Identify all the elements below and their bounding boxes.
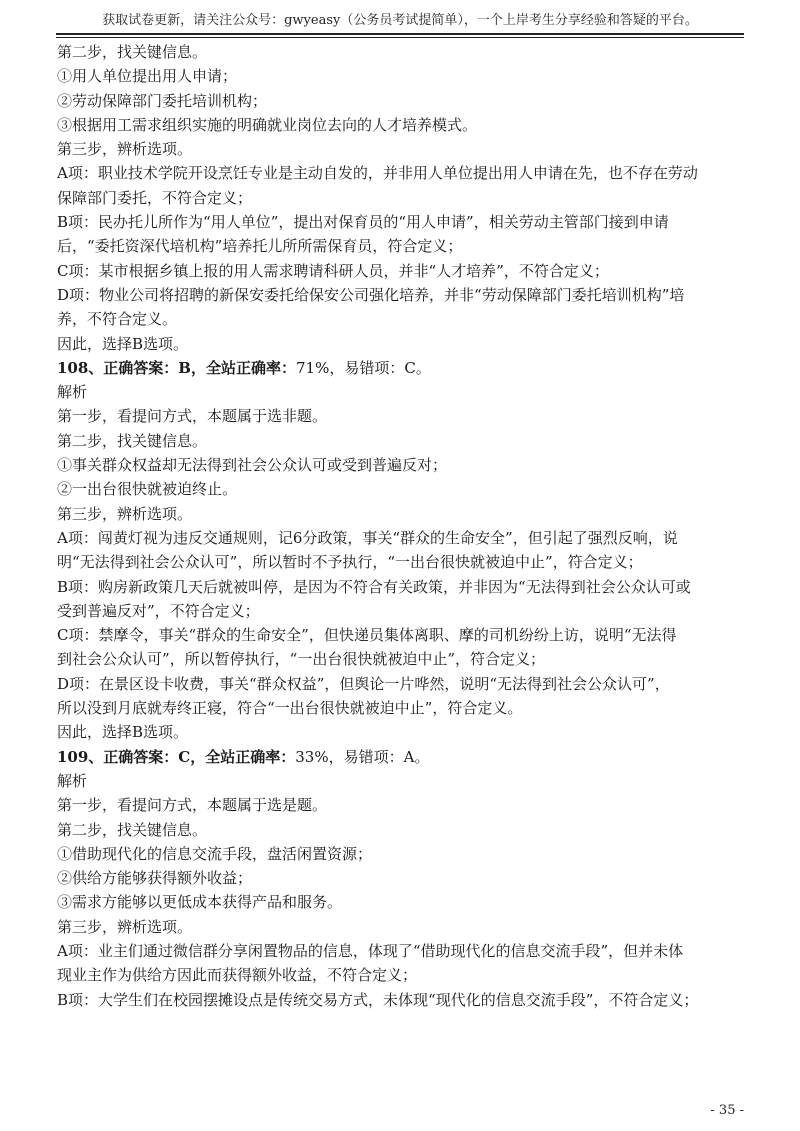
text-line: A项：职业技术学院开设烹饪专业是主动自发的，并非用人单位提出用人申请在先，也不存在劳动 bbox=[57, 164, 698, 183]
text-line: A项：业主们通过微信群分享闲置物品的信息，体现了“借助现代化的信息交流手段”，但并未体 bbox=[57, 941, 684, 960]
answer-heading-label: 108、正确答案：B，全站正确率： bbox=[57, 358, 296, 377]
answer-heading-rest: 71%，易错项：C。 bbox=[296, 358, 431, 377]
document-body bbox=[57, 40, 747, 1012]
text-line: 第二步，找关键信息。 bbox=[57, 43, 208, 61]
text-line: 到社会公众认可”，所以暂停执行，“一出台很快就被迫中止”，符合定义； bbox=[57, 650, 546, 669]
text-line: 明“无法得到社会公众认可”，所以暂时不予执行，“一出台很快就被迫中止”，符合定义； bbox=[57, 553, 643, 572]
text-line: ②供给方能够获得额外收益； bbox=[57, 869, 253, 888]
text-line: 受到普遍反对”，不符合定义； bbox=[57, 601, 260, 620]
text-line: 因此，选择B选项。 bbox=[57, 334, 189, 353]
text-line: ①借助现代化的信息交流手段，盘活闲置资源； bbox=[57, 844, 373, 863]
text-line: 第三步，辨析选项。 bbox=[57, 504, 193, 523]
text-line: 保障部门委托，不符合定义； bbox=[57, 188, 253, 207]
text-line: 现业主作为供给方因此而获得额外收益，不符合定义； bbox=[57, 966, 418, 985]
text-line: B项：购房新政策几天后就被叫停，是因为不符合有关政策，并非因为“无法得到社会公众认可或 bbox=[57, 577, 691, 596]
text-line: ③需求方能够以更低成本获得产品和服务。 bbox=[57, 893, 343, 912]
text-line: D项：在景区设卡收费，事关“群众权益”，但舆论一片哗然，说明“无法得到社会公众认可”， bbox=[57, 674, 670, 693]
text-line: 后，“委托资深代培机构”培养托儿所所需保育员，符合定义； bbox=[57, 237, 463, 256]
text-line: C项：某市根据乡镇上报的用人需求聘请科研人员，并非“人才培养”，不符合定义； bbox=[57, 261, 609, 280]
text-line: 解析 bbox=[57, 771, 88, 790]
text-line: B项：民办托儿所作为“用人单位”，提出对保育员的“用人申请”，相关劳动主管部门接到申请 bbox=[57, 213, 669, 232]
header-rule-thin bbox=[56, 37, 744, 38]
text-line: ①事关群众权益却无法得到社会公众认可或受到普遍反对； bbox=[57, 456, 448, 475]
answer-heading-109 bbox=[57, 745, 747, 769]
text-line: ②一出台很快就被迫终止。 bbox=[57, 480, 238, 499]
text-line: ③根据用工需求组织实施的明确就业岗位去向的人才培养模式。 bbox=[57, 115, 478, 134]
page-number: - 35 - bbox=[710, 1103, 744, 1118]
text-line: ②劳动保障部门委托培训机构； bbox=[57, 91, 268, 110]
text-line: 第三步，辨析选项。 bbox=[57, 140, 193, 159]
answer-heading-108 bbox=[57, 356, 747, 380]
text-line: 第二步，找关键信息。 bbox=[57, 820, 208, 839]
page-header: 获取试卷更新，请关注公众号：gwyeasy（公务员考试提简单），一个上岸考生分享经验和答疑的平台。 bbox=[102, 13, 698, 28]
text-line: 因此，选择B选项。 bbox=[57, 723, 189, 742]
text-line: 第三步，辨析选项。 bbox=[57, 917, 193, 936]
text-line: 第一步，看提问方式，本题属于选是题。 bbox=[57, 796, 328, 815]
text-line: D项：物业公司将招聘的新保安委托给保安公司强化培养，并非“劳动保障部门委托培训机构”培 bbox=[57, 285, 685, 304]
text-line: 所以没到月底就寿终正寝，符合“一出台很快就被迫中止”，符合定义。 bbox=[57, 699, 523, 718]
answer-heading-rest: 33%，易错项：A。 bbox=[295, 747, 430, 766]
answer-heading-label: 109、正确答案：C，全站正确率： bbox=[57, 747, 296, 766]
text-line: 养，不符合定义。 bbox=[57, 310, 178, 329]
text-line: 解析 bbox=[57, 383, 88, 402]
text-line: ①用人单位提出用人申请； bbox=[57, 67, 238, 86]
header-rule bbox=[56, 33, 744, 35]
text-line: B项：大学生们在校园摆摊设点是传统交易方式，未体现“现代化的信息交流手段”，不符合定义； bbox=[57, 990, 699, 1009]
text-line: C项：禁摩令，事关“群众的生命安全”，但快递员集体离职、摩的司机纷纷上访，说明“无法得 bbox=[57, 626, 677, 645]
text-line: 第二步，找关键信息。 bbox=[57, 431, 208, 450]
text-line: 第一步，看提问方式，本题属于选非题。 bbox=[57, 407, 328, 426]
text-line: A项：闯黄灯视为违反交通规则，记6分政策，事关“群众的生命安全”，但引起了强烈反响，说 bbox=[57, 528, 678, 547]
